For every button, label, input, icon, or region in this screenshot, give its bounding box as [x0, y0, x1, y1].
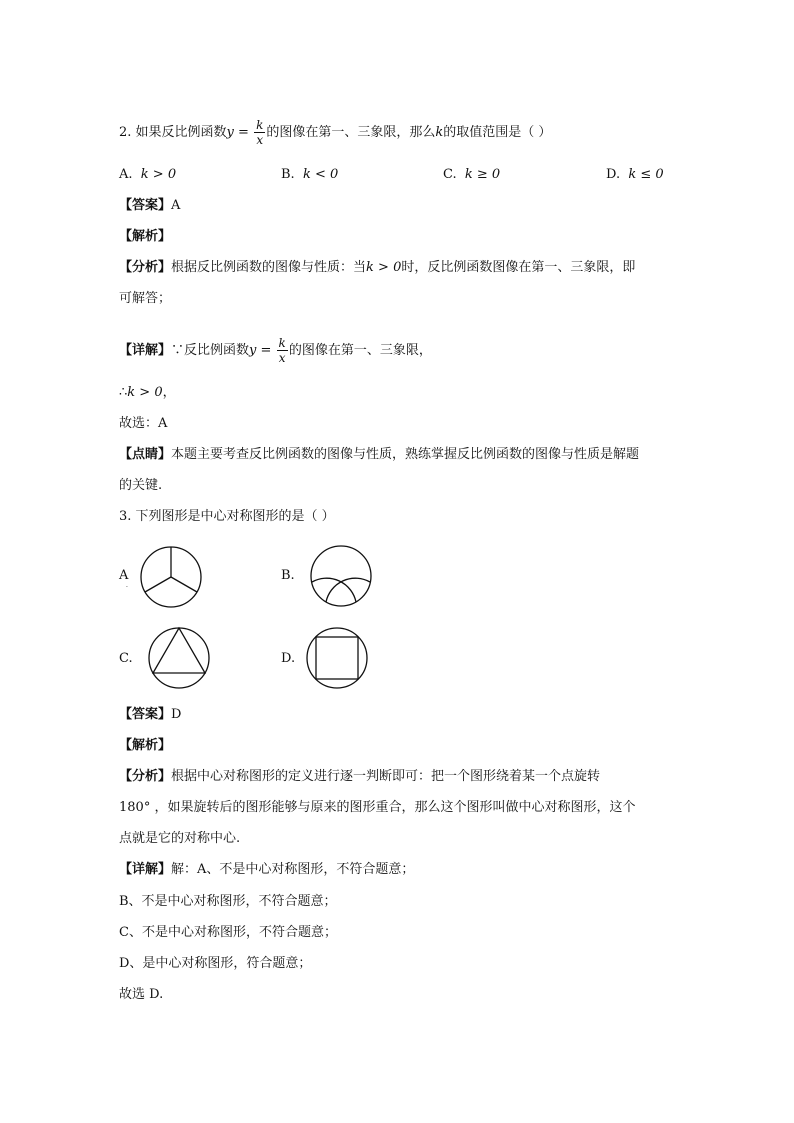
q2-option-c [443, 166, 500, 184]
xiangjie-text: ∵反比例函数 [171, 343, 250, 358]
answer-value: A [171, 198, 181, 213]
q2-choose: 故选：A [119, 416, 168, 431]
option-label: D. [606, 167, 621, 182]
q2-frac-den: x [256, 133, 264, 147]
answer-tag: 【答案】 [119, 707, 172, 722]
dianjing-text: 本题主要考查反比例函数的图像与性质，熟练掌握反比例函数的图像与性质是解题 [171, 447, 640, 462]
q2-frac-den: x [278, 351, 286, 365]
q2-stem-suffix: 的取值范围是（ ） [443, 125, 552, 140]
q3-figure-a-dot: · [126, 584, 128, 591]
q3-figure-d [305, 626, 369, 690]
option-expr: k ≤ 0 [628, 167, 664, 182]
q3-xiangjie-line-1 [119, 861, 414, 879]
answer-value: D [171, 707, 182, 722]
q3-figure-a [139, 545, 203, 609]
option-expr: k < 0 [302, 167, 339, 182]
q2-dianjing-line-1 [119, 446, 639, 464]
q3-figure-c [147, 626, 211, 690]
q2-option-d [606, 166, 664, 184]
q2-k: k [435, 125, 444, 140]
therefore-expr: k > 0 [127, 385, 163, 400]
q2-fenxi-line-1 [119, 259, 635, 277]
option-expr: k ≥ 0 [464, 167, 501, 182]
q2-y-eq: y = [249, 343, 272, 358]
q3-figure-b [309, 544, 373, 608]
fenxi-text: 根据反比例函数的图像与性质：当 [171, 260, 367, 275]
q3-analysis-tag: 【解析】 [119, 738, 172, 753]
q2-fenxi-line-2: 可解答； [119, 291, 172, 306]
fenxi-k-expr: k > 0 [366, 260, 402, 275]
q3-fenxi-line-2: 180° ，如果旋转后的图形能够与原来的图形重合，那么这个图形叫做中心对称图形，这个 [119, 800, 636, 815]
q2-frac-num: k [256, 118, 264, 132]
fenxi-tag: 【分析】 [119, 769, 172, 784]
option-label: B. [281, 167, 295, 182]
q3-xiangjie-line-2: B、不是中心对称图形，不符合题意； [119, 894, 337, 909]
xiangjie-text: 的图像在第一、三象限， [288, 343, 432, 358]
q2-fraction [254, 118, 265, 147]
q2-stem-mid: 的图像在第一、三象限，那么 [266, 125, 436, 140]
q3-xiangjie-line-3: C、不是中心对称图形，不符合题意； [119, 925, 337, 940]
q2-option-b [281, 166, 338, 184]
q3-fenxi-line-1 [119, 768, 600, 786]
q2-y-eq: y = [226, 125, 249, 140]
therefore-symbol: ∴ [119, 385, 128, 400]
q3-xiangjie-line-4: D、是中心对称图形，符合题意； [119, 956, 312, 971]
q2-xiangjie-line-1 [119, 336, 432, 365]
fenxi-text: 时，反比例函数图像在第一、三象限，即 [401, 260, 636, 275]
answer-tag: 【答案】 [119, 198, 172, 213]
xiangjie-tag: 【详解】 [119, 343, 172, 358]
q2-stem-prefix: 2. 如果反比例函数 [119, 125, 227, 140]
q2-answer [119, 197, 180, 215]
q3-figure-label-d: D. [281, 651, 296, 666]
q2-fraction [277, 336, 288, 365]
q3-choose: 故选 D. [119, 987, 164, 1002]
q2-stem [119, 118, 551, 147]
q2-option-a [119, 166, 176, 184]
fenxi-text: 根据中心对称图形的定义进行逐一判断即可：把一个图形绕着某一个点旋转 [171, 769, 601, 784]
q3-answer [119, 706, 181, 724]
q2-therefore [119, 384, 176, 402]
q3-figure-label-a: A [119, 568, 129, 583]
q3-stem: 3. 下列图形是中心对称图形的是（ ） [119, 509, 335, 524]
q2-frac-num: k [278, 336, 286, 350]
option-label: A. [119, 167, 133, 182]
option-expr: k > 0 [140, 167, 177, 182]
q2-analysis-tag: 【解析】 [119, 229, 172, 244]
option-label: C. [443, 167, 457, 182]
xiangjie-tag: 【详解】 [119, 862, 172, 877]
dianjing-tag: 【点睛】 [119, 447, 172, 462]
q3-fenxi-line-3: 点就是它的对称中心. [119, 831, 241, 846]
q2-dianjing-line-2: 的关键. [119, 478, 163, 493]
therefore-end: ， [162, 385, 176, 400]
fenxi-tag: 【分析】 [119, 260, 172, 275]
q3-figure-label-b: B. [281, 568, 295, 583]
q3-figure-label-c: C. [119, 651, 133, 666]
xiangjie-text: 解：A、不是中心对称图形，不符合题意； [171, 862, 415, 877]
